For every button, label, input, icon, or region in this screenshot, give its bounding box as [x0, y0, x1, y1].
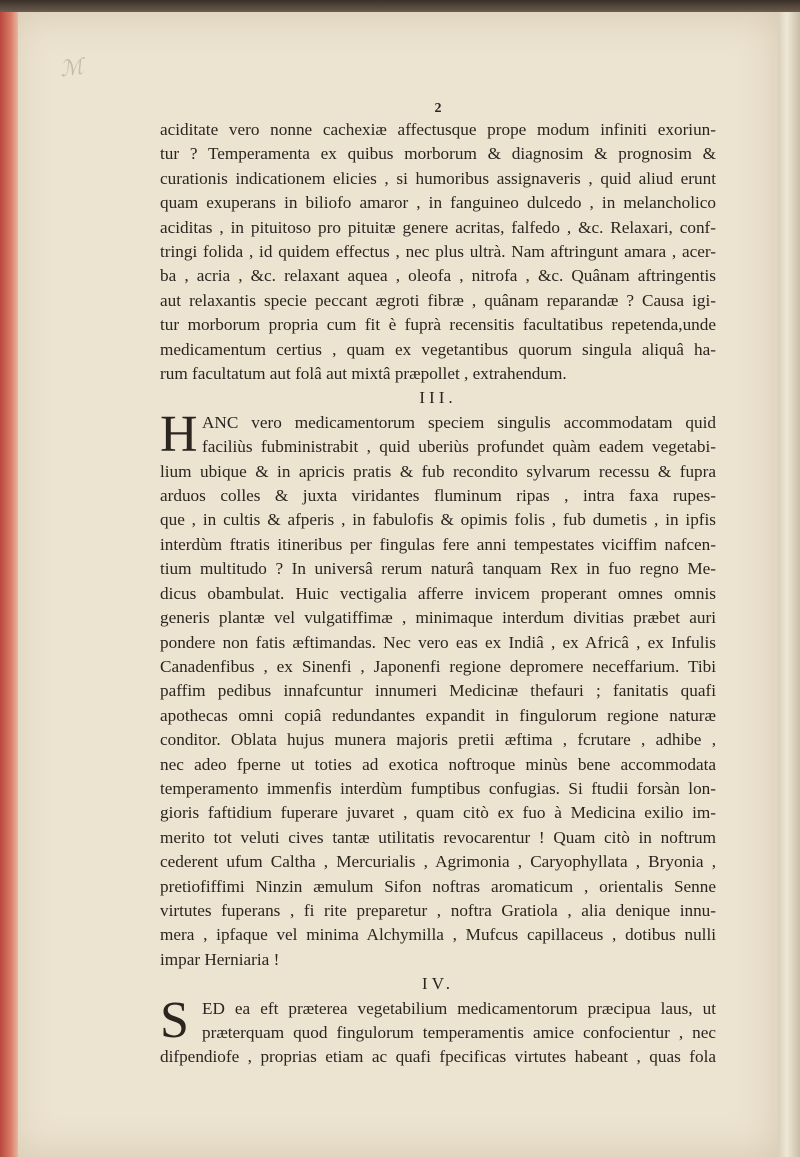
text-line: conditor. Oblata hujus munera majoris pretii æftima , fcrutare , adhibe , — [160, 730, 716, 750]
paragraph-continued — [160, 118, 716, 386]
text-line: tur ? Temperamenta ex quibus morborum & diagnosim & prognosim & — [160, 144, 716, 164]
text-line: Canadenfibus , ex Sinenfi , Japonenfi regione depromere neceffarium. Tibi — [160, 656, 716, 676]
text-line: aut relaxantis specie peccant ægroti fibræ , quânam reparandæ ? Causa igi- — [160, 290, 716, 310]
text-line: aciditas , in pituitoso pro pituitæ genere acritas, falfedo , &c. Relaxari, conf- — [160, 217, 716, 237]
text-line: ANC vero medicamentorum speciem singulis accommodatam quid — [202, 412, 716, 432]
text-line: pondere non fatis æftimandas. Nec vero eas ex Indiâ , ex Africâ , ex Infulis — [160, 632, 716, 652]
section-heading-iii: III. — [419, 388, 457, 408]
text-line: que , in cultis & afperis , in fabulofis & opimis folis , fub dumetis , in ipfis — [160, 510, 716, 530]
paragraph-section-iv — [160, 991, 716, 1070]
text-line: arduos colles & juxta viridantes fluminum ripas , intra faxa rupes- — [160, 486, 716, 506]
paragraph-section-iii — [160, 405, 716, 972]
text-line: medicamentum certius , quam ex vegetantibus quorum singula aliquâ ha- — [160, 339, 716, 359]
text-line: gioris faftidium fuperare juvaret , quam citò ex fuo à Medicina exilio im- — [160, 803, 716, 823]
text-line: cederent ufum Caltha , Mercurialis , Agrimonia , Caryophyllata , Bryonia , — [160, 852, 716, 872]
section-heading-iv: IV. — [421, 974, 455, 994]
text-line: tur morborum propria cum fit è fuprà recensitis facultatibus repetenda,unde — [160, 315, 716, 335]
text-line: lium ubique & in apricis pratis & fub recondito sylvarum recessu & fupra — [160, 461, 716, 481]
text-line: faciliùs fubministrabit , quid uberiùs profundet quàm eadem vegetabi- — [202, 437, 716, 457]
text-line: ba , acria , &c. relaxant aquea , oleofa , nitrofa , &c. Quânam aftringentis — [160, 266, 716, 286]
text-line: impar Herniaria ! — [160, 949, 280, 969]
text-line: mera , ipfaque vel minima Alchymilla , Mufcus capillaceus , dotibus nulli — [160, 925, 716, 945]
text-line: merito tot veluti cives tantæ utilitatis revocarentur ! Quam citò in noftrum — [160, 827, 716, 847]
text-line: virtutes fuperans , fi rite preparetur , noftra Gratiola , alia denique innu- — [160, 900, 716, 920]
text-line: generis plantæ vel vulgatiffimæ , minimaque interdum divitias præbet auri — [160, 608, 716, 628]
text-line: rum facultatum aut folâ aut mixtâ præpollet , extrahendum. — [160, 364, 567, 384]
text-line: paffim pedibus innafcuntur innumeri Medicinæ thefauri ; fanitatis quafi — [160, 681, 716, 701]
handwritten-corner-mark: ℳ — [58, 53, 86, 82]
text-line: tringi folida , id quidem effectus , nec plus ultrà. Nam aftringunt amara , acer- — [160, 242, 716, 262]
page-number: 2 — [434, 101, 442, 116]
text-line: temperamento immenfis interdùm fumptibus confugias. Si ftudii forsàn lon- — [160, 778, 716, 798]
text-line: quam exuperans in biliofo amaror , in fanguineo dulcedo , in melancholico — [160, 193, 716, 213]
text-line: pretiofiffimi Ninzin æmulum Sifon noftras aromaticum , orientalis Senne — [160, 876, 716, 896]
text-line: dicus obambulat. Huic vectigalia afferre invicem properant omnes omnis — [160, 583, 716, 603]
page-text — [160, 102, 716, 1070]
text-line: apothecas omni copiâ redundantes expandit in fingulorum regione naturæ — [160, 705, 716, 725]
dropcap-s: S — [160, 991, 189, 1049]
next-page-edge — [778, 12, 800, 1157]
text-line: ED ea eft præterea vegetabilium medicamentorum præcipua laus, ut — [202, 998, 716, 1018]
dropcap-h: H — [160, 405, 198, 463]
text-line: curationis indicationem elicies , si humoribus assignaveris , quid aliud erunt — [160, 168, 716, 188]
text-line: præterquam quod fingulorum temperamentis amice confocientur , nec — [202, 1023, 716, 1042]
text-line: aciditate vero nonne cachexiæ affectusque prope modum infiniti exoriun- — [160, 120, 716, 139]
text-line: difpendiofe , proprias etiam ac quafi fpecificas virtutes habeant , quas fola — [160, 1047, 716, 1067]
text-line: nec adeo fperne ut toties ad exotica noftroque minùs bene accommodata — [160, 754, 716, 774]
text-line: interdùm ftratis itineribus per fingulas fere anni tempestates viciffim nafcen- — [160, 534, 716, 554]
page-left-binding-edge — [0, 12, 18, 1157]
text-line: tium multitudo ? In universâ rerum naturâ tanquam Rex in fuo regno Me- — [160, 559, 716, 579]
